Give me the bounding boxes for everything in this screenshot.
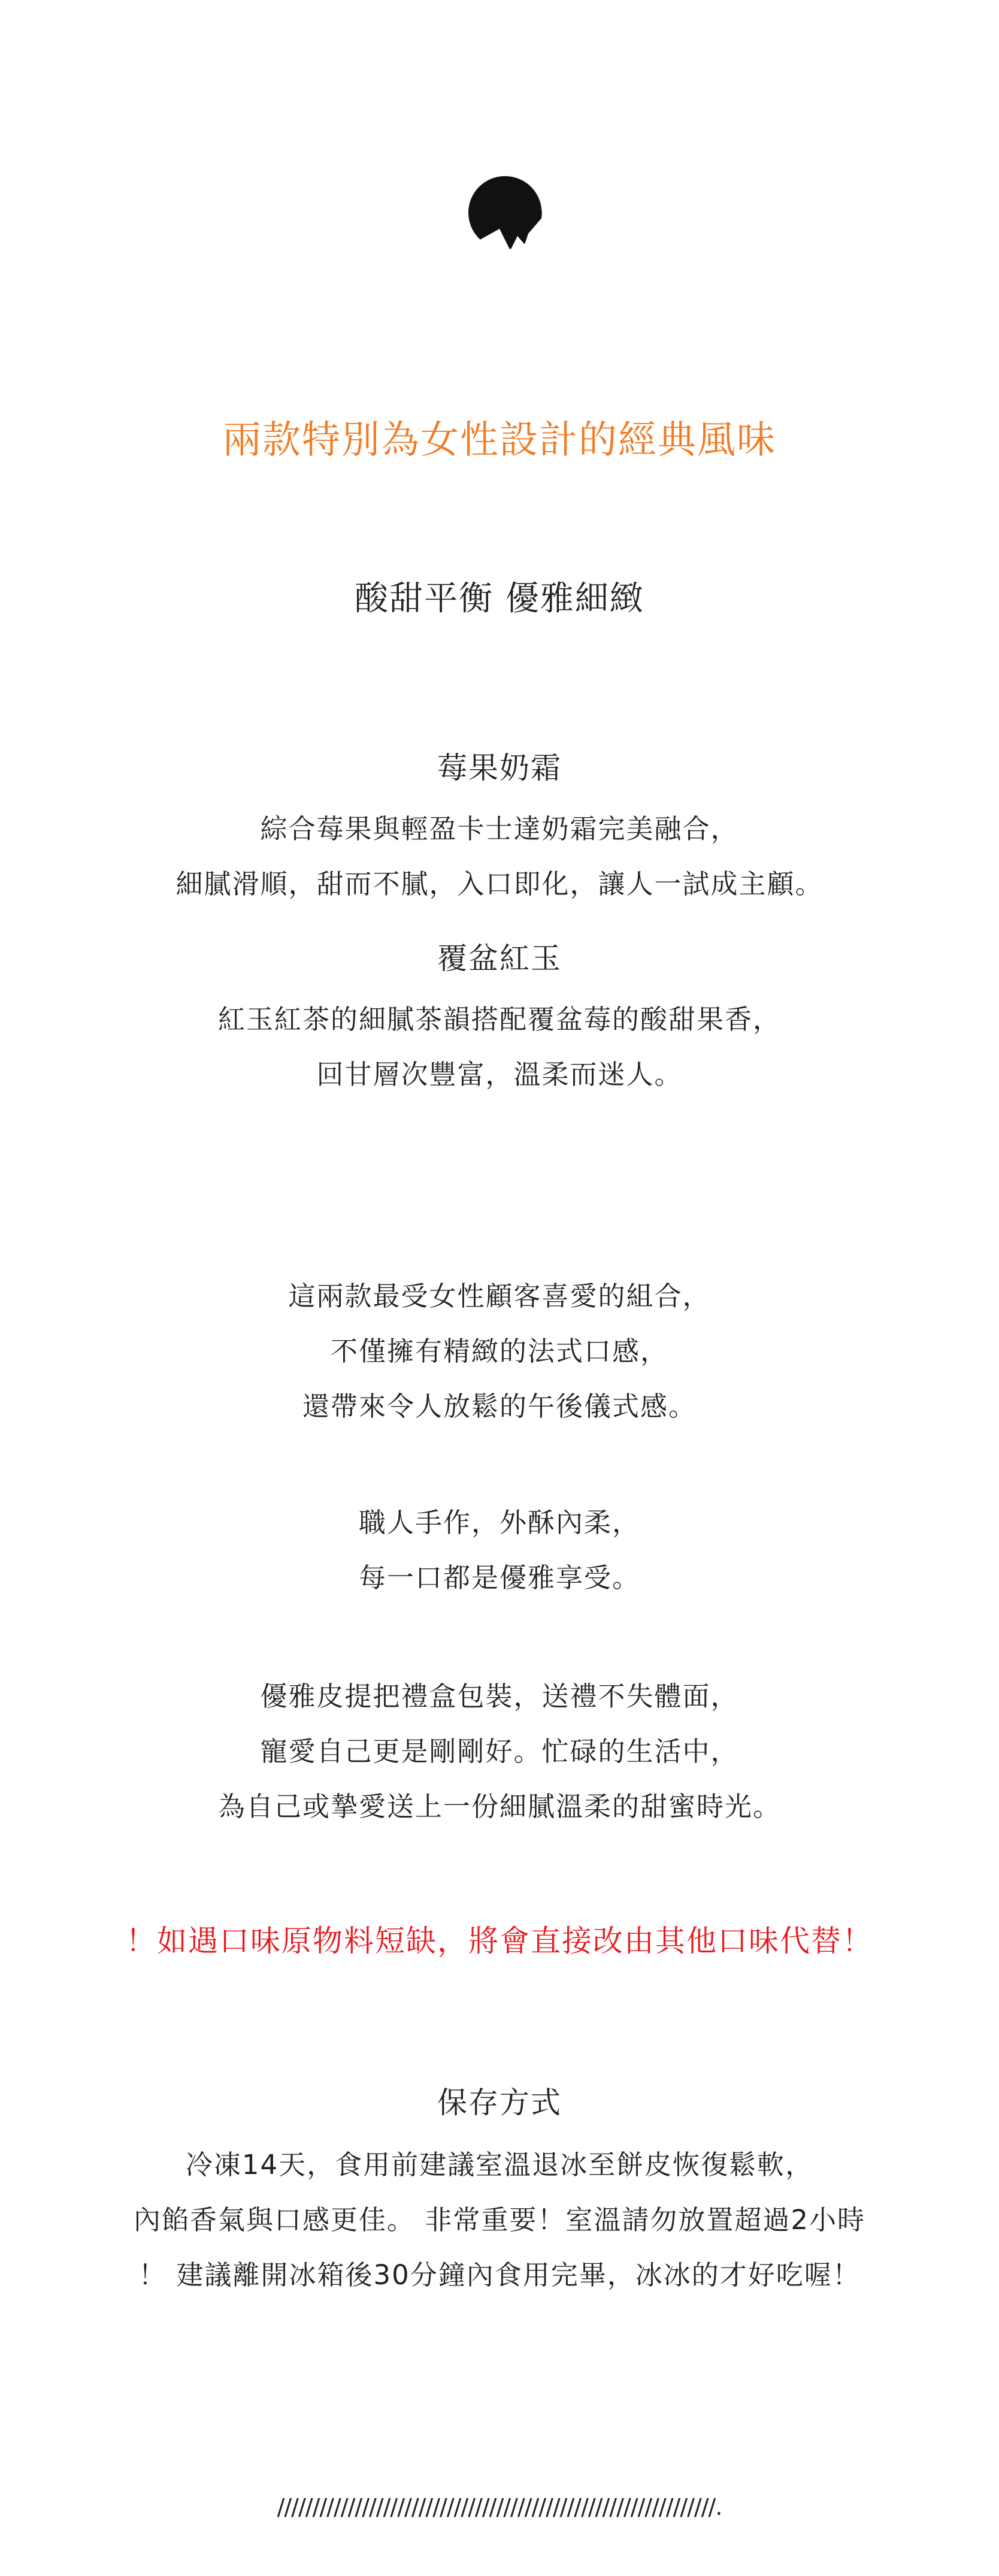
flavor-description-line: 紅玉紅茶的細膩茶韻搭配覆盆莓的酸甜果香， — [217, 1003, 781, 1035]
story-line: 為自己或摯愛送上一份細膩溫柔的甜蜜時光。 — [217, 1791, 781, 1822]
storage-title: 保存方式 — [437, 2085, 562, 2120]
story-line: 不僅擁有精緻的法式口感， — [330, 1335, 668, 1367]
storage-line: 內餡香氣與口感更佳。 非常重要！室溫請勿放置超過2小時 — [134, 2204, 865, 2236]
flavor-name-raspberry-ruby: 覆盆紅玉 — [437, 941, 562, 976]
brand-logo-icon — [466, 174, 544, 252]
storage-line: ！ 建議離開冰箱後30分鐘內食用完畢，冰冰的才好吃喔！ — [138, 2259, 861, 2291]
subheadline: 酸甜平衡 優雅細緻 — [355, 579, 644, 618]
story-line: 每一口都是優雅享受。 — [358, 1562, 640, 1594]
storage-line: 冷凍14天，食用前建議室溫退冰至餅皮恢復鬆軟， — [185, 2149, 814, 2181]
footer-divider: //////////////////////////////////////////////////////////////. — [277, 2494, 722, 2520]
flavor-description-line: 綜合莓果與輕盈卡士達奶霜完美融合， — [260, 813, 739, 845]
story-line: 優雅皮提把禮盒包裝，送禮不失體面， — [260, 1680, 739, 1712]
story-line: 寵愛自己更是剛剛好。忙碌的生活中， — [260, 1736, 739, 1767]
story-line: 這兩款最受女性顧客喜愛的組合， — [288, 1280, 711, 1312]
story-line: 職人手作，外酥內柔， — [358, 1507, 640, 1538]
headline: 兩款特別為女性設計的經典風味 — [223, 418, 776, 462]
flavor-description-line: 細膩滑順，甜而不膩，入口即化，讓人一試成主顧。 — [175, 868, 824, 900]
substitution-notice: ！如遇口味原物料短缺，將會直接改由其他口味代替！ — [126, 1924, 873, 1958]
flavor-description-line: 回甘層次豐富，溫柔而迷人。 — [316, 1059, 683, 1090]
story-line: 還帶來令人放鬆的午後儀式感。 — [302, 1390, 697, 1422]
flavor-name-berry-cream: 莓果奶霜 — [437, 751, 562, 785]
